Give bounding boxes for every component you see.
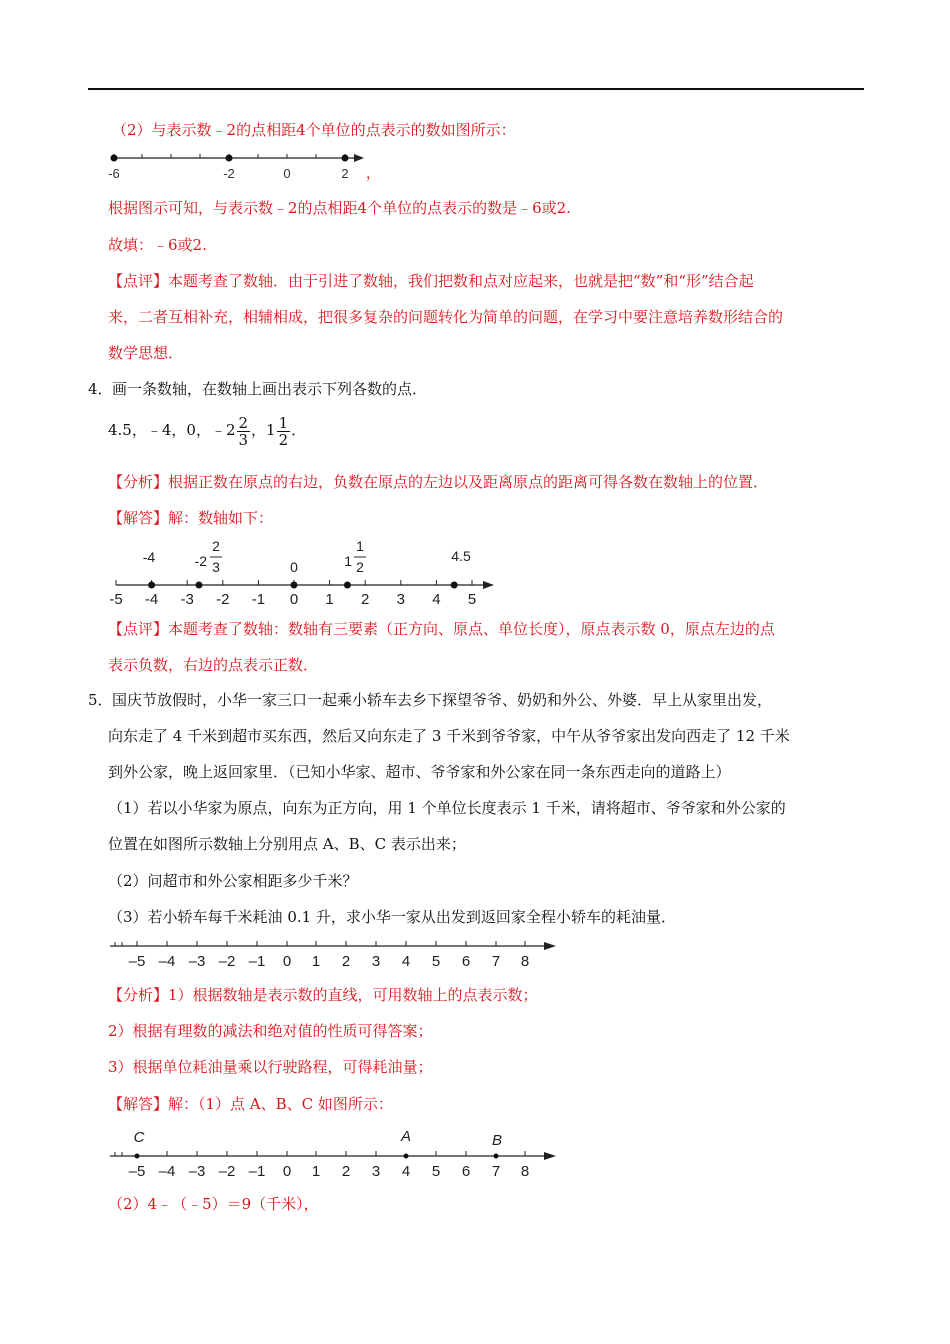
q5-solution: 【解答】解：（1）点 A、B、C 如图所示： bbox=[108, 1095, 393, 1113]
header-rule bbox=[88, 88, 864, 90]
axis-label: -6 bbox=[108, 166, 120, 181]
q5-part1-line1: （1）若以小华家为原点，向东为正方向，用 1 个单位长度表示 1 千米，请将超市、爷爷家和外公家的 bbox=[108, 799, 786, 817]
q3-answer: 故填：﹣6或2. bbox=[108, 236, 207, 254]
tick-label: 6 bbox=[461, 1163, 471, 1180]
point-A bbox=[404, 1154, 409, 1159]
tick-label: –3 bbox=[188, 1163, 206, 1180]
tick-label: -5 bbox=[109, 591, 123, 608]
point-label: 4.5 bbox=[451, 548, 471, 564]
tick-label: –1 bbox=[248, 953, 266, 970]
q5-line2: 向东走了 4 千米到超市买东西，然后又向东走了 3 千米到爷爷家，中午从爷爷家出发向西走了 12 千米 bbox=[108, 727, 790, 745]
q5-analysis-1: 【分析】1）根据数轴是表示数的直线，可用数轴上的点表示数； bbox=[108, 986, 538, 1004]
question-number-4: 4． bbox=[88, 380, 113, 398]
tick-label: 0 bbox=[282, 953, 292, 970]
q3-comment-line1: 【点评】本题考查了数轴．由于引进了数轴，我们把数和点对应起来，也就是把“数”和“形”结合起 bbox=[108, 272, 754, 290]
q4-solution: 【解答】解：数轴如下： bbox=[108, 509, 274, 527]
point-B bbox=[494, 1154, 499, 1159]
tick-label: –4 bbox=[158, 1163, 176, 1180]
point-neg4 bbox=[148, 582, 155, 589]
point-label: 0 bbox=[290, 559, 298, 575]
point-neg2 bbox=[226, 155, 233, 162]
point-0 bbox=[291, 582, 298, 589]
tick-label: 1 bbox=[325, 591, 334, 608]
tick-label: 1 bbox=[311, 953, 321, 970]
tick-label: 3 bbox=[371, 953, 381, 970]
number-line-q5-blank bbox=[104, 934, 564, 974]
q3-part2-intro: （2）与表示数﹣2的点相距4个单位的点表示的数如图所示： bbox=[112, 121, 516, 139]
tick-label: 2 bbox=[341, 1163, 351, 1180]
tick-label: 8 bbox=[520, 1163, 530, 1180]
axis-label: -2 bbox=[223, 166, 235, 181]
axis-trail: ， bbox=[366, 165, 380, 181]
q5-analysis-2: 2）根据有理数的减法和绝对值的性质可得答案； bbox=[108, 1022, 433, 1040]
point-label-denominator: 2 bbox=[356, 559, 364, 575]
label-A: A bbox=[400, 1128, 412, 1145]
tick-label: –3 bbox=[188, 953, 206, 970]
q4-comment-line2: 表示负数，右边的点表示正数． bbox=[108, 656, 319, 674]
q3-comment-line3: 数学思想． bbox=[108, 344, 184, 362]
point-label-numerator: 1 bbox=[356, 538, 364, 554]
tick-label: 5 bbox=[467, 591, 477, 608]
q4-analysis: 【分析】根据正数在原点的右边，负数在原点的左边以及距离原点的距离可得各数在数轴上的位置． bbox=[108, 473, 769, 491]
tick-label: 2 bbox=[361, 591, 370, 608]
q5-part3: （3）若小轿车每千米耗油 0.1 升，求小华一家从出发到返回家全程小轿车的耗油量． bbox=[108, 908, 676, 926]
number-line-q5-answer bbox=[104, 1126, 564, 1186]
q4-list-prefix: 4.5，﹣4，0，﹣2 bbox=[108, 421, 236, 439]
q4-list-mid: ，1 bbox=[251, 421, 276, 439]
tick-label: –4 bbox=[158, 953, 176, 970]
axis-label: 2 bbox=[341, 166, 349, 181]
tick-label: 4 bbox=[401, 1163, 411, 1180]
fraction-one-half: $\frac{1}{2}$ bbox=[278, 413, 289, 449]
q4-number-list bbox=[108, 410, 306, 450]
point-label: -4 bbox=[142, 549, 156, 565]
q5-analysis-3: 3）根据单位耗油量乘以行驶路程，可得耗油量； bbox=[108, 1058, 433, 1076]
tick-label: 5 bbox=[431, 1163, 441, 1180]
tick-label: -2 bbox=[216, 591, 230, 608]
tick-label: 8 bbox=[520, 953, 530, 970]
point-C bbox=[135, 1154, 140, 1159]
point-label: -2 bbox=[194, 553, 207, 569]
point-4-5 bbox=[451, 582, 458, 589]
tick-label: –2 bbox=[218, 1163, 236, 1180]
tick-label: 4 bbox=[432, 591, 441, 608]
tick-label: 0 bbox=[289, 591, 299, 608]
tick-label: –5 bbox=[128, 953, 146, 970]
q4-comment-line1: 【点评】本题考查了数轴：数轴有三要素（正方向、原点、单位长度），原点表示数 0，原点左边的点 bbox=[108, 620, 775, 638]
tick-label: 7 bbox=[491, 1163, 501, 1180]
question-number-5: 5． bbox=[88, 691, 113, 709]
tick-label: –2 bbox=[218, 953, 236, 970]
point-label: 1 bbox=[344, 553, 352, 569]
tick-label: –1 bbox=[248, 1163, 266, 1180]
point-neg2-2-3 bbox=[196, 582, 203, 589]
tick-label: -4 bbox=[144, 591, 159, 608]
number-line-q3 bbox=[104, 146, 380, 186]
tick-label: 5 bbox=[431, 953, 441, 970]
q5-line1: 国庆节放假时，小华一家三口一起乘小轿车去乡下探望爷爷、奶奶和外公、外婆．早上从家里出发， bbox=[112, 691, 773, 709]
number-line-q4 bbox=[104, 536, 504, 616]
axis-label: 0 bbox=[283, 166, 291, 181]
q3-comment-line2: 来，二者互相补充，相辅相成，把很多复杂的问题转化为简单的问题，在学习中要注意培养数形结合的 bbox=[108, 308, 784, 326]
q5-part2: （2）问超市和外公家相距多少千米？ bbox=[108, 872, 358, 890]
point-neg6 bbox=[111, 155, 118, 162]
q4-list-end: ． bbox=[291, 421, 307, 439]
point-label-numerator: 2 bbox=[212, 538, 220, 554]
q5-calc: （2）4﹣（﹣5）＝9（千米）， bbox=[108, 1195, 319, 1213]
fraction-two-thirds: $\frac{2}{3}$ bbox=[238, 413, 249, 449]
tick-label: 0 bbox=[282, 1163, 292, 1180]
tick-label: 3 bbox=[371, 1163, 381, 1180]
point-1-1-2 bbox=[344, 582, 351, 589]
tick-label: 2 bbox=[341, 953, 351, 970]
tick-label: 7 bbox=[491, 953, 501, 970]
tick-label: 3 bbox=[396, 591, 405, 608]
tick-label: -3 bbox=[180, 591, 194, 608]
q5-line3: 到外公家，晚上返回家里．（已知小华家、超市、爷爷家和外公家在同一条东西走向的道路上） bbox=[108, 763, 731, 781]
q4-prompt: 画一条数轴，在数轴上画出表示下列各数的点． bbox=[112, 380, 428, 398]
q5-part1-line2: 位置在如图所示数轴上分别用点 A、B、C 表示出来； bbox=[108, 835, 466, 853]
tick-label: 1 bbox=[311, 1163, 321, 1180]
point-2 bbox=[342, 155, 349, 162]
tick-label: 4 bbox=[401, 953, 411, 970]
tick-label: -1 bbox=[251, 591, 266, 608]
label-C: C bbox=[133, 1129, 145, 1146]
point-label-denominator: 3 bbox=[212, 559, 220, 575]
tick-label: 6 bbox=[461, 953, 471, 970]
tick-label: –5 bbox=[128, 1163, 146, 1180]
label-B: B bbox=[491, 1132, 503, 1149]
q3-conclusion: 根据图示可知，与表示数﹣2的点相距4个单位的点表示的数是﹣6或2. bbox=[108, 199, 571, 217]
